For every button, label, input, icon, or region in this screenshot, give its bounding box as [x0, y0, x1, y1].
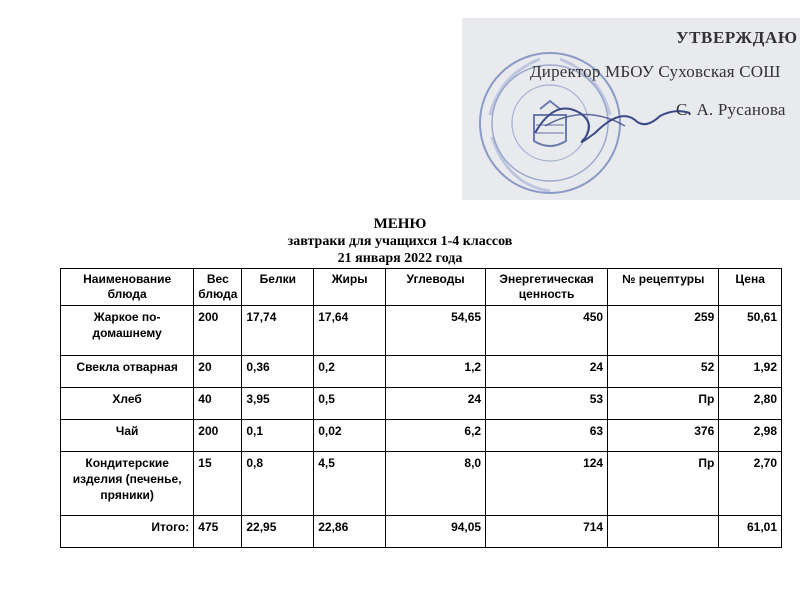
- dish-fats: 4,5: [314, 452, 386, 516]
- dish-recipe-number: Пр: [608, 388, 719, 420]
- header-proteins: Белки: [242, 269, 314, 306]
- dish-weight: 200: [194, 420, 242, 452]
- header-recipe-number: № рецептуры: [608, 269, 719, 306]
- dish-recipe-number: 259: [608, 306, 719, 356]
- header-weight: Вес блюда: [194, 269, 242, 306]
- dish-name: Чай: [61, 420, 194, 452]
- dish-fats: 17,64: [314, 306, 386, 356]
- header-fats: Жиры: [314, 269, 386, 306]
- approval-title: УТВЕРЖДАЮ: [676, 28, 798, 47]
- menu-title: МЕНЮ: [373, 216, 427, 232]
- header-energy: Энергетическая ценность: [486, 269, 608, 306]
- total-fats: 22,86: [314, 516, 386, 548]
- menu-subtitle: завтраки для учащихся 1-4 классов: [287, 234, 513, 249]
- dish-fats: 0,02: [314, 420, 386, 452]
- dish-carbs: 6,2: [385, 420, 485, 452]
- dish-recipe-number: 376: [608, 420, 719, 452]
- dish-name: Хлеб: [61, 388, 194, 420]
- dish-price: 2,70: [719, 452, 782, 516]
- dish-carbs: 54,65: [385, 306, 485, 356]
- dish-weight: 200: [194, 306, 242, 356]
- approval-position: Директор МБОУ Суховская СОШ: [530, 62, 781, 81]
- total-label: Итого:: [61, 516, 194, 548]
- total-recipe-number: [608, 516, 719, 548]
- dish-name: Жаркое по-домашнему: [61, 306, 194, 356]
- dish-price: 2,80: [719, 388, 782, 420]
- dish-weight: 20: [194, 356, 242, 388]
- total-proteins: 22,95: [242, 516, 314, 548]
- dish-proteins: 0,1: [242, 420, 314, 452]
- total-energy: 714: [486, 516, 608, 548]
- dish-proteins: 17,74: [242, 306, 314, 356]
- table-row: [61, 452, 782, 516]
- table-total-row: [61, 516, 782, 548]
- dish-price: 1,92: [719, 356, 782, 388]
- dish-carbs: 8,0: [385, 452, 485, 516]
- table-row: [61, 388, 782, 420]
- dish-proteins: 0,36: [242, 356, 314, 388]
- total-price: 61,01: [719, 516, 782, 548]
- dish-carbs: 1,2: [385, 356, 485, 388]
- dish-energy: 450: [486, 306, 608, 356]
- dish-energy: 24: [486, 356, 608, 388]
- dish-carbs: 24: [385, 388, 485, 420]
- dish-energy: 124: [486, 452, 608, 516]
- table-header-row: [61, 269, 782, 306]
- dish-price: 2,98: [719, 420, 782, 452]
- dish-proteins: 0,8: [242, 452, 314, 516]
- dish-fats: 0,5: [314, 388, 386, 420]
- dish-energy: 53: [486, 388, 608, 420]
- dish-weight: 40: [194, 388, 242, 420]
- menu-table: [60, 268, 782, 548]
- table-row: [61, 356, 782, 388]
- dish-price: 50,61: [719, 306, 782, 356]
- dish-weight: 15: [194, 452, 242, 516]
- table-row: [61, 306, 782, 356]
- signature-icon: [525, 78, 695, 158]
- table-row: [61, 420, 782, 452]
- total-carbs: 94,05: [385, 516, 485, 548]
- header-price: Цена: [719, 269, 782, 306]
- dish-proteins: 3,95: [242, 388, 314, 420]
- menu-date: 21 января 2022 года: [337, 251, 463, 266]
- dish-recipe-number: Пр: [608, 452, 719, 516]
- dish-energy: 63: [486, 420, 608, 452]
- header-carbs: Углеводы: [385, 269, 485, 306]
- total-weight: 475: [194, 516, 242, 548]
- dish-name: Кондитерские изделия (печенье, пряники): [61, 452, 194, 516]
- dish-name: Свекла отварная: [61, 356, 194, 388]
- approval-signatory: С. А. Русанова: [676, 100, 786, 119]
- header-dish-name: Наименование блюда: [61, 269, 194, 306]
- dish-fats: 0,2: [314, 356, 386, 388]
- dish-recipe-number: 52: [608, 356, 719, 388]
